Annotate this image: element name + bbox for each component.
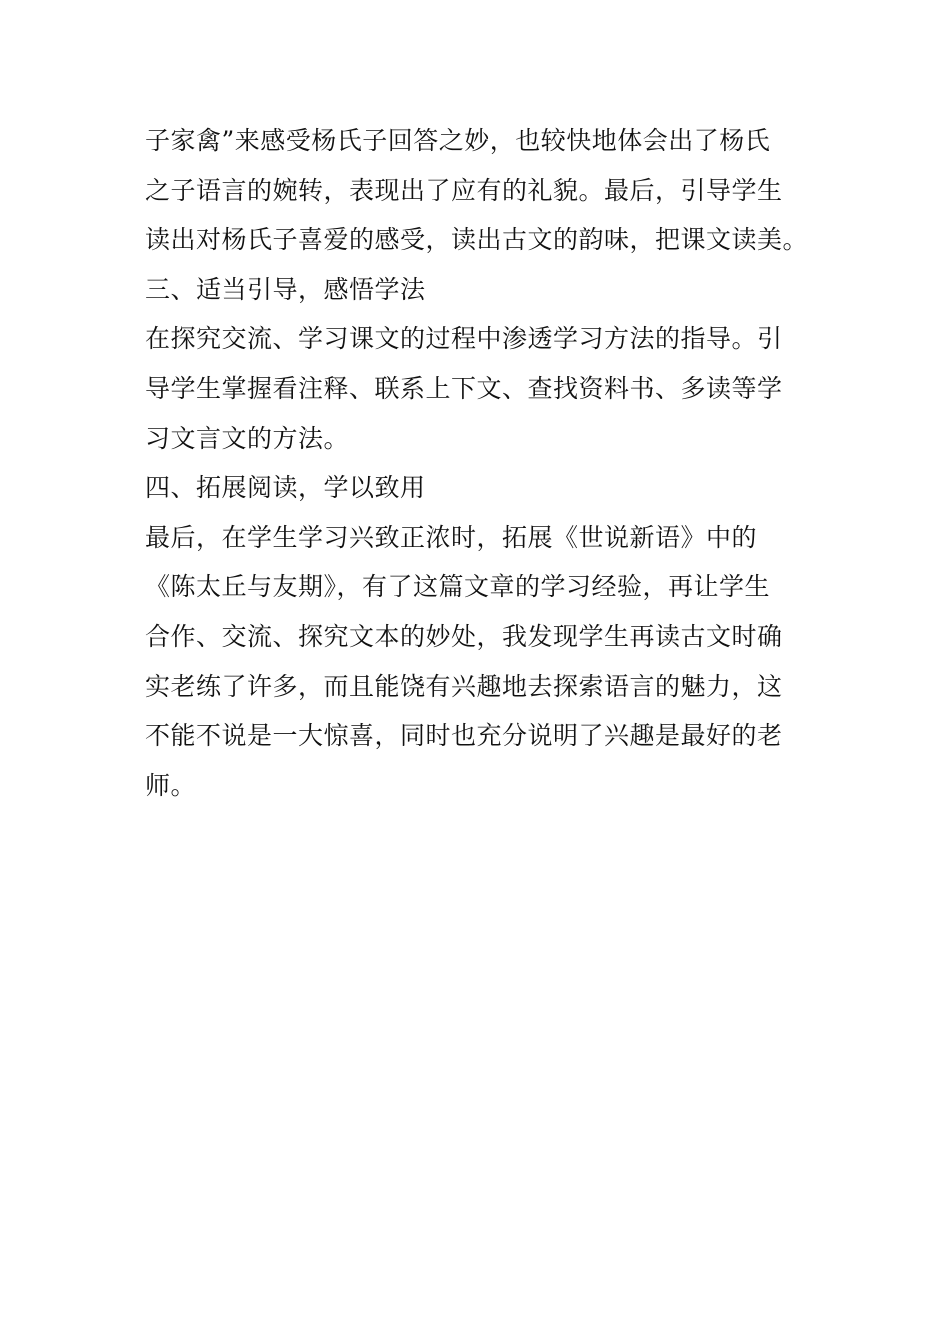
paragraph-line: 习文言文的方法。: [145, 423, 350, 453]
paragraph-line: 之子语言的婉转，表现出了应有的礼貌。最后，引导学生: [145, 175, 783, 205]
section-heading: 四、拓展阅读，学以致用: [145, 473, 426, 503]
body-text: [145, 116, 809, 810]
paragraph-line: 子家禽”来感受杨氏子回答之妙，也较快地体会出了杨氏: [145, 126, 771, 155]
paragraph-line: 合作、交流、探究文本的妙处，我发现学生再读古文时确: [145, 621, 783, 651]
paragraph-line: 师。: [145, 770, 197, 800]
paragraph-line: 最后，在学生学习兴致正浓时，拓展《世说新语》中的: [145, 522, 758, 552]
paragraph-line: 不能不说是一大惊喜，同时也充分说明了兴趣是最好的老: [145, 721, 783, 751]
paragraph-line: 读出对杨氏子喜爱的感受，读出古文的韵味，把课文读美。: [145, 225, 809, 255]
paragraph-line: 在探究交流、学习课文的过程中渗透学习方法的指导。引: [145, 324, 783, 354]
section-heading: 三、适当引导，感悟学法: [145, 274, 426, 304]
paragraph-line: 《陈太丘与友期》，有了这篇文章的学习经验，再让学生: [145, 572, 771, 602]
paragraph-line: 实老练了许多，而且能饶有兴趣地去探索语言的魅力，这: [145, 671, 783, 701]
paragraph-line: 导学生掌握看注释、联系上下文、查找资料书、多读等学: [145, 373, 783, 403]
